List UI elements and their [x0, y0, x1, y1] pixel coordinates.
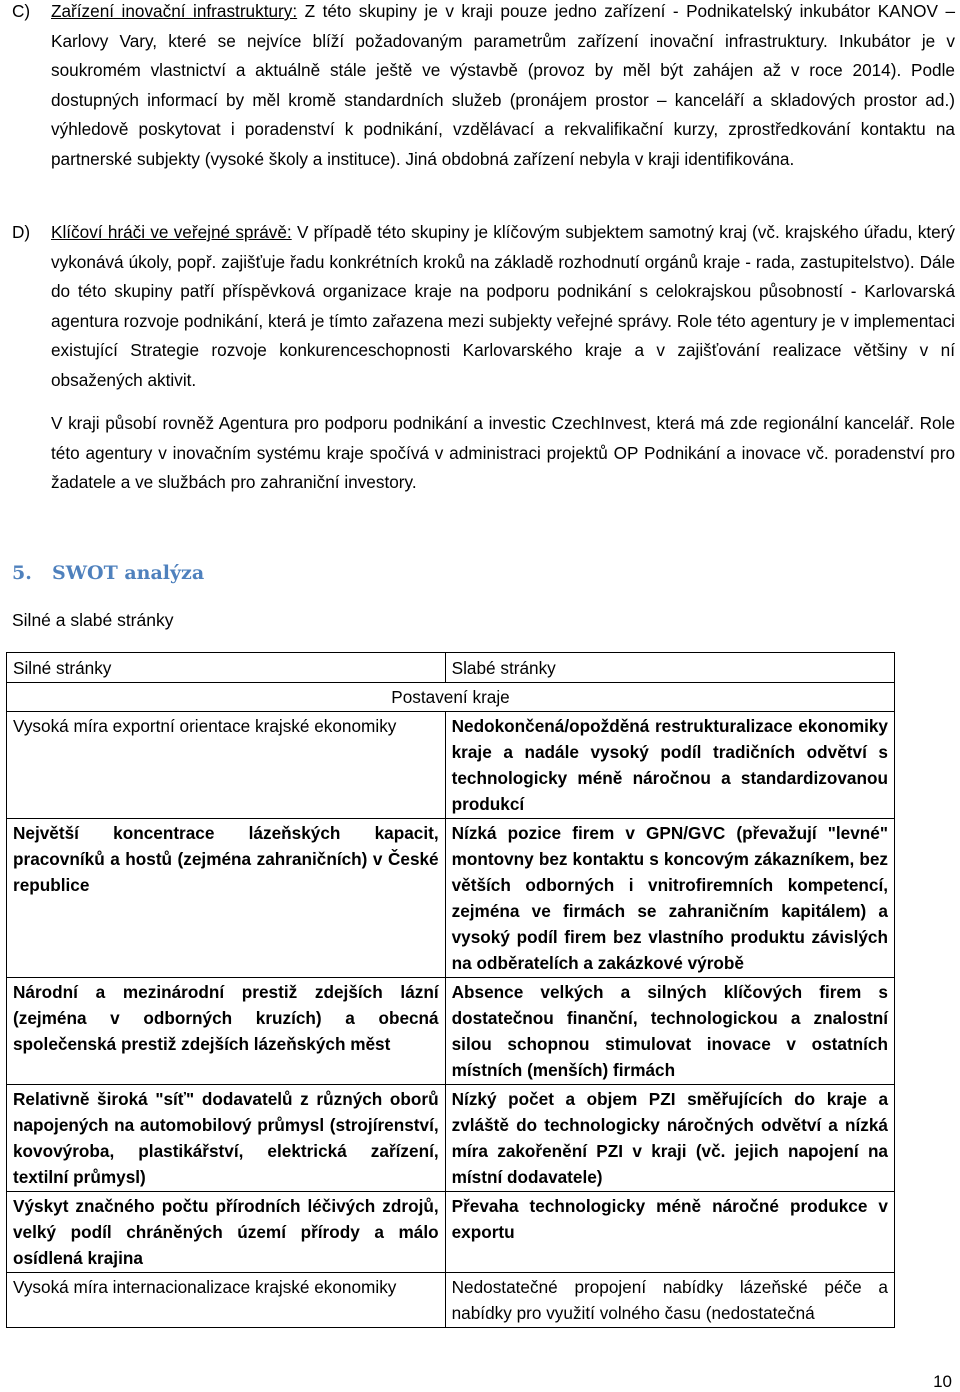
section-d-title: Klíčoví hráči ve veřejné správě:: [51, 222, 292, 242]
table-row: [7, 819, 895, 978]
table-group-row: [7, 683, 895, 712]
strengths-header: Silné stránky: [7, 653, 446, 683]
strength-cell: Vysoká míra exportní orientace krajské ekonomiky: [7, 712, 446, 819]
weakness-cell: Absence velkých a silných klíčových firem s dostatečnou finanční, technologickou a znalostní silou schopnou stimulovat inovace v ostatních místních (menších) firmách: [445, 978, 894, 1085]
section-c-text: Z této skupiny je v kraji pouze jedno zařízení - Podnikatelský inkubátor KANOV – Karlovy Vary, které se nejvíce blíží požadovaným parametrům zařízení inovační infrastruktury. Inkubátor je v soukromém vlastnictví a aktuálně stále ještě ve výstavbě (provoz by měl být zahájen až v roce 2014). Podle dostupných informací by měl kromě standardních služeb (pronájem prostor – kanceláří a skladových prostor ad.) výhledově poskytovat i poradenství k podnikání, vzdělávací a rekvalifikační kurzy, zprostředkování kontaktu na partnerské subjekty (vysoké školy a instituce). Jiná obdobná zařízení nebyla v kraji identifikována.: [51, 1, 956, 169]
table-row: [7, 712, 895, 819]
strength-cell: Relativně široká "síť" dodavatelů z různých oborů napojených na automobilový průmysl (strojírenství, kovovýroba, plastikářství, elektrická zařízení, textilní průmysl): [7, 1085, 446, 1192]
table-row: [7, 1085, 895, 1192]
section-c-paragraph: [51, 0, 955, 174]
strength-cell: Národní a mezinárodní prestiž zdejších lázní (zejména v odborných kruzích) a obecná společenská prestiž zdejších lázeňských měst: [7, 978, 446, 1085]
section-c-title: Zařízení inovační infrastruktury:: [51, 1, 298, 21]
section-title: SWOT analýza: [52, 562, 205, 584]
table-row: [7, 978, 895, 1085]
subheading: Silné a slabé stránky: [12, 610, 174, 630]
section-d-paragraph-2: V kraji působí rovněž Agentura pro podporu podnikání a investic CzechInvest, která má zde regionální kancelář. Role této agentury v inovačním systému kraje spočívá v administraci projektů OP Podnikání a inovace vč. poradenství pro žadatele a ve službách pro zahraniční investory.: [51, 413, 955, 492]
section-heading: [12, 562, 204, 584]
weaknesses-header: Slabé stránky: [445, 653, 894, 683]
table-header-row: [7, 653, 895, 683]
strength-cell: Největší koncentrace lázeňských kapacit, pracovníků a hostů (zejména zahraničních) v České republice: [7, 819, 446, 978]
group-label: Postavení kraje: [7, 683, 895, 712]
weakness-cell: Nedostatečné propojení nabídky lázeňské péče a nabídky pro využití volného času (nedostatečná: [445, 1273, 894, 1328]
section-d-paragraph: [51, 218, 955, 395]
table-row: [7, 1192, 895, 1273]
weakness-cell: Nedokončená/opožděná restrukturalizace ekonomiky kraje a nadále vysoký podíl tradičních odvětví s technologicky méně náročnou a standardizovanou produkcí: [445, 712, 894, 819]
section-number: 5.: [12, 562, 32, 584]
table-row: [7, 1273, 895, 1328]
page-number: 10: [933, 1372, 952, 1391]
weakness-cell: Nízká pozice firem v GPN/GVC (převažují "levné" montovny bez kontaktu s koncovým zákazníkem, bez větších odborných i vnitrofiremních kompetencí, zejména ve firmách se zahraničním kapitálem) a vysoký podíl firem bez vlastního produktu závislých na odběratelích a zakázkové výrobě: [445, 819, 894, 978]
strength-cell: Výskyt značného počtu přírodních léčivých zdrojů, velký podíl chráněných území přírody a málo osídlená krajina: [7, 1192, 446, 1273]
section-c-marker: C): [12, 1, 31, 21]
weakness-cell: Převaha technologicky méně náročné produkce v exportu: [445, 1192, 894, 1273]
strength-cell: Vysoká míra internacionalizace krajské ekonomiky: [7, 1273, 446, 1328]
section-d-marker: D): [12, 222, 31, 242]
section-d-text: V případě této skupiny je klíčovým subjektem samotný kraj (vč. krajského úřadu, který vykonává úkoly, popř. zajišťuje řadu konkrétních kroků na základě rozhodnutí orgánů kraje - rada, zastupitelstvo). Dále do této skupiny patří příspěvková organizace kraje na podporu podnikání s celokrajskou působností - Karlovarská agentura rozvoje podnikání, která je tímto zařazena mezi subjekty veřejné správy. Role této agentury je v implementaci existující Strategie rozvoje konkurenceschopnosti Karlovarského kraje a v zajišťování realizace většiny v ní obsažených aktivit.: [51, 222, 955, 390]
swot-table: [6, 652, 895, 1328]
weakness-cell: Nízký počet a objem PZI směřujících do kraje a zvláště do technologicky náročných odvětví a nízká míra zakořenění PZI v kraji (vč. jejich napojení na místní dodavatele): [445, 1085, 894, 1192]
